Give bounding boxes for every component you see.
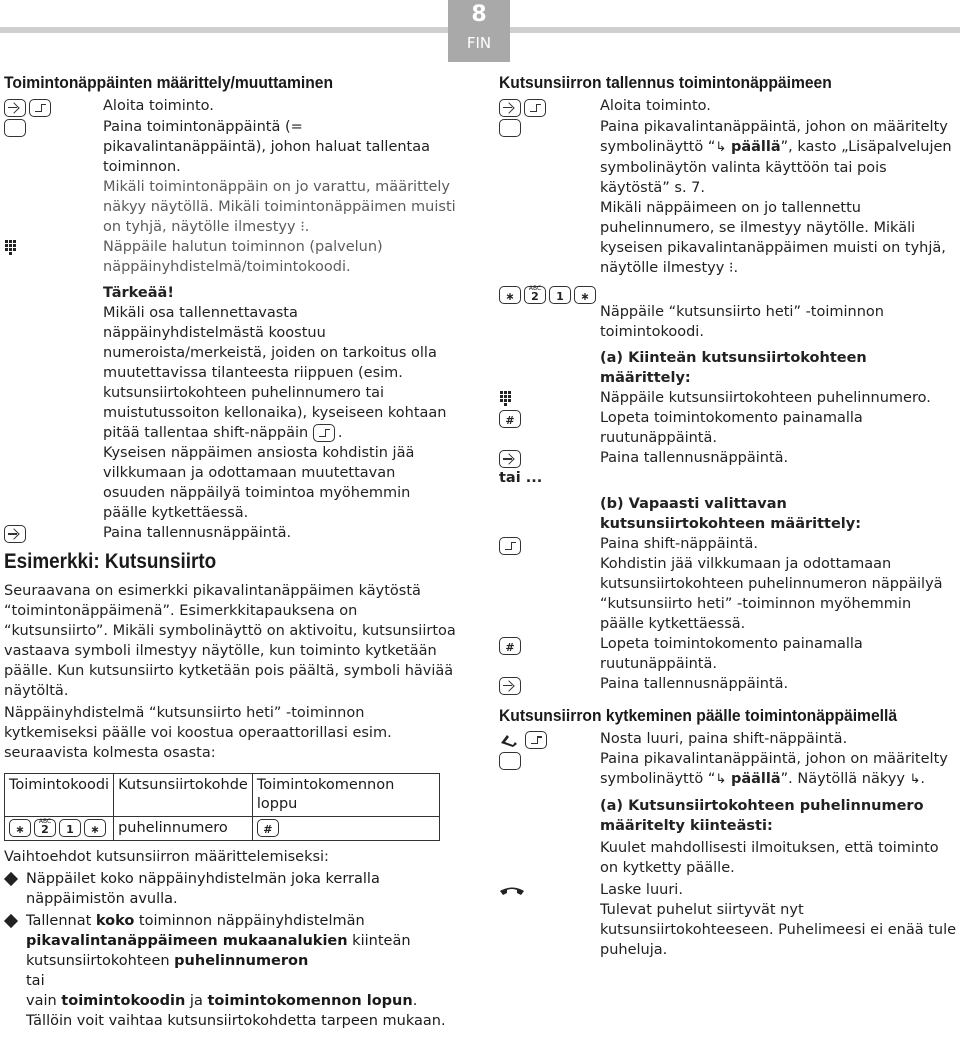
subheading-fixed-2: (a) Kutsunsiirtokohteen puhelinnumero määritelty kiinteästi: — [600, 798, 924, 834]
table-cell-end — [252, 817, 439, 841]
save-key-icon — [499, 677, 521, 695]
step-save: Paina tallennusnäppäintä. — [499, 674, 957, 695]
one-key-icon: 1 — [59, 819, 81, 837]
step-hear: Kuulet mahdollisesti ilmoituksen, että toiminto on kytketty päälle. — [600, 840, 939, 876]
section-title-save: Kutsunsiirron tallennus toimintonäppäimeen — [499, 73, 832, 92]
or-label: tai ... — [499, 470, 543, 486]
step-press-key: Paina toimintonäppäintä (= pikavalintanäppäintä), johon haluat tallentaa toiminnon. Mikäli toimintonäppäin on jo varattu, määrittely näkyy näytöllä. Mikäli toimintonäppäimen muisti on tyhjä, näytölle ilmestyy ⁝. — [4, 117, 456, 237]
table-header-end: Toimintokomennon loppu — [252, 774, 439, 817]
right-column — [499, 72, 957, 960]
section-title-activate: Kutsunsiirron kytkeminen päälle toimintonäppäimellä — [499, 705, 898, 725]
handset-down-icon — [499, 885, 525, 899]
step-enter-code: Näppäile halutun toiminnon (palvelun) näppäinyhdistelmä/toimintokoodi. — [4, 237, 456, 277]
bullet-item: Tallennat koko toiminnon näppäinyhdistelmän pikavalintanäppäimeen mukaanalukien kiinteän kutsunsiirtokohteen puhelinnumeron tai vain toimintokoodin ja toimintokomennon lopun. Tällöin voit vaihtaa kutsunsiirtokohdetta tarpeen mukaan. — [4, 911, 456, 1031]
two-key-icon: ABC 2 — [34, 819, 56, 837]
shift-key-icon — [524, 99, 546, 117]
menu-key-icon — [4, 99, 26, 117]
empty-memory-symbol: ⁝ — [728, 259, 734, 276]
example-paragraph-2: Näppäinyhdistelmä “kutsunsiirto heti” -toiminnon kytkemiseksi päälle voi koostua operaattorillasi esim. seuraavista kolmesta osasta: — [4, 705, 392, 761]
step-start: Aloita toiminto. — [499, 96, 957, 117]
handset-lift-icon — [499, 733, 525, 747]
left-column — [4, 72, 456, 1031]
call-forward-symbol: ↳ — [715, 139, 727, 155]
menu-key-icon — [499, 99, 521, 117]
step-hangup: Laske luuri. Tulevat puhelut siirtyvät nyt kutsunsiirtokohteeseen. Puhelimeesi ei enää tule puheluja. — [499, 880, 957, 960]
bullet-diamond-icon — [4, 872, 18, 886]
save-key-icon — [4, 525, 26, 543]
star-key-icon: ∗ — [499, 286, 521, 304]
shift-key-icon — [313, 424, 335, 442]
language-label: FIN — [466, 34, 492, 52]
section-title-define: Toimintonäppäinten määrittely/muuttaminen — [4, 73, 334, 92]
important-note: Tärkeää! Mikäli osa tallennettavasta näppäinyhdistelmästä koostuu numeroista/merkeistä, joiden on tarkoitus olla muutettavissa tilanteesta riippuen (esim. kutsunsiirtokohteen puhelinnumero tai muistutussoiton kellonaika), kyseiseen kohtaan pitää tallentaa shift-näppäin . Kyseisen näppäimen ansiosta kohdistin jää vilkkumaan ja odottamaan muutettavan osuuden näppäilyä toimintoa myöhemmin päälle kytkettäessä. — [103, 284, 447, 521]
hash-key-icon: # — [499, 410, 521, 428]
step-press-speed-dial: Paina pikavalintanäppäintä, johon on määritelty symbolinäyttö “↳ päällä”. Näytöllä näkyy ↳. — [499, 749, 957, 790]
step-enter-code: ∗ ABC 2 1 ∗ Näppäile “kutsunsiirto heti” -toiminnon toimintokoodi. — [499, 284, 957, 342]
bullet-diamond-icon — [4, 914, 18, 928]
step-enter-number: Näppäile kutsunsiirtokohteen puhelinnumero. — [499, 388, 957, 408]
star-key-icon: ∗ — [84, 819, 106, 837]
empty-memory-symbol: ⁝ — [300, 218, 305, 235]
step-press-speed-dial: Paina pikavalintanäppäintä, johon on määritelty symbolinäyttö “↳ päällä”, kasto „Lisäpalvelujen symbolinäytön valinta käyttöön tai pois käytöstä” s. 7. Mikäli näppäimeen on jo tallennettu puhelinnumero, se ilmestyy näytölle. Mikäli kyseisen pikavalintanäppäimen muisti on tyhjä, näytölle ilmestyy ⁝. — [499, 117, 957, 278]
save-key-icon — [499, 450, 521, 468]
step-save: Paina tallennusnäppäintä. — [4, 523, 456, 544]
table-header-target: Kutsunsiirtokohde — [114, 774, 253, 817]
shift-key-icon — [525, 731, 547, 749]
star-key-icon: ∗ — [574, 286, 596, 304]
example-title: Esimerkki: Kutsunsiirto — [4, 550, 217, 573]
keypad-icon — [500, 391, 514, 407]
step-end-command: # Lopeta toimintokomento painamalla ruutunäppäintä. — [499, 634, 957, 674]
page-number: 8 — [471, 2, 487, 27]
keypad-icon — [5, 240, 19, 256]
shift-key-icon — [499, 537, 521, 555]
speed-dial-key-icon — [499, 752, 521, 770]
step-lift: Nosta luuri, paina shift-näppäintä. — [499, 729, 957, 750]
key-sequence-table — [4, 773, 440, 841]
two-key-icon: ABC 2 — [524, 286, 546, 304]
star-key-icon: ∗ — [9, 819, 31, 837]
table-cell-number: puhelinnumero — [114, 817, 253, 841]
table-cell-code — [5, 817, 114, 841]
subheading-fixed: (a) Kiinteän kutsunsiirtokohteen määrittely: — [600, 349, 867, 386]
alternatives-title: Vaihtoehdot kutsunsiirron määrittelemiseksi: — [4, 849, 329, 865]
one-key-icon: 1 — [549, 286, 571, 304]
step-end-command: # Lopeta toimintokomento painamalla ruutunäppäintä. — [499, 408, 957, 448]
shift-key-icon — [29, 99, 51, 117]
step-shift: Paina shift-näppäintä. Kohdistin jää vilkkumaan ja odottamaan kutsunsiirtokohteen puhelinnumeron näppäilyä “kutsunsiirto heti” -toiminnon myöhemmin päälle kytkettäessä. — [499, 534, 957, 634]
example-paragraph-1: Seuraavana on esimerkki pikavalintanäppäimen käytöstä “toimintonäppäimenä”. Esimerkkitapauksena on “kutsunsiirto”. Mikäli symbolinäyttö on aktivoitu, kutsunsiirtoa vastaava symboli ilmestyy näytölle, kun toiminto kytketään päälle. Kun kutsunsiirto kytketään pois päältä, symboli häviää näytöltä. — [4, 583, 456, 699]
hash-key-icon: # — [257, 819, 279, 837]
table-header-code: Toimintokoodi — [5, 774, 114, 817]
page-tab — [448, 0, 510, 62]
hash-key-icon: # — [499, 637, 521, 655]
step-save: Paina tallennusnäppäintä. — [499, 448, 957, 469]
bullet-item: Näppäilet koko näppäinyhdistelmän joka kerralla näppäimistön avulla. — [4, 869, 456, 909]
step-start: Aloita toiminto. — [4, 96, 456, 117]
subheading-free: (b) Vapaasti valittavan kutsunsiirtokohteen määrittely: — [600, 496, 862, 532]
speed-dial-key-icon — [499, 119, 521, 137]
speed-dial-key-icon — [4, 119, 26, 137]
